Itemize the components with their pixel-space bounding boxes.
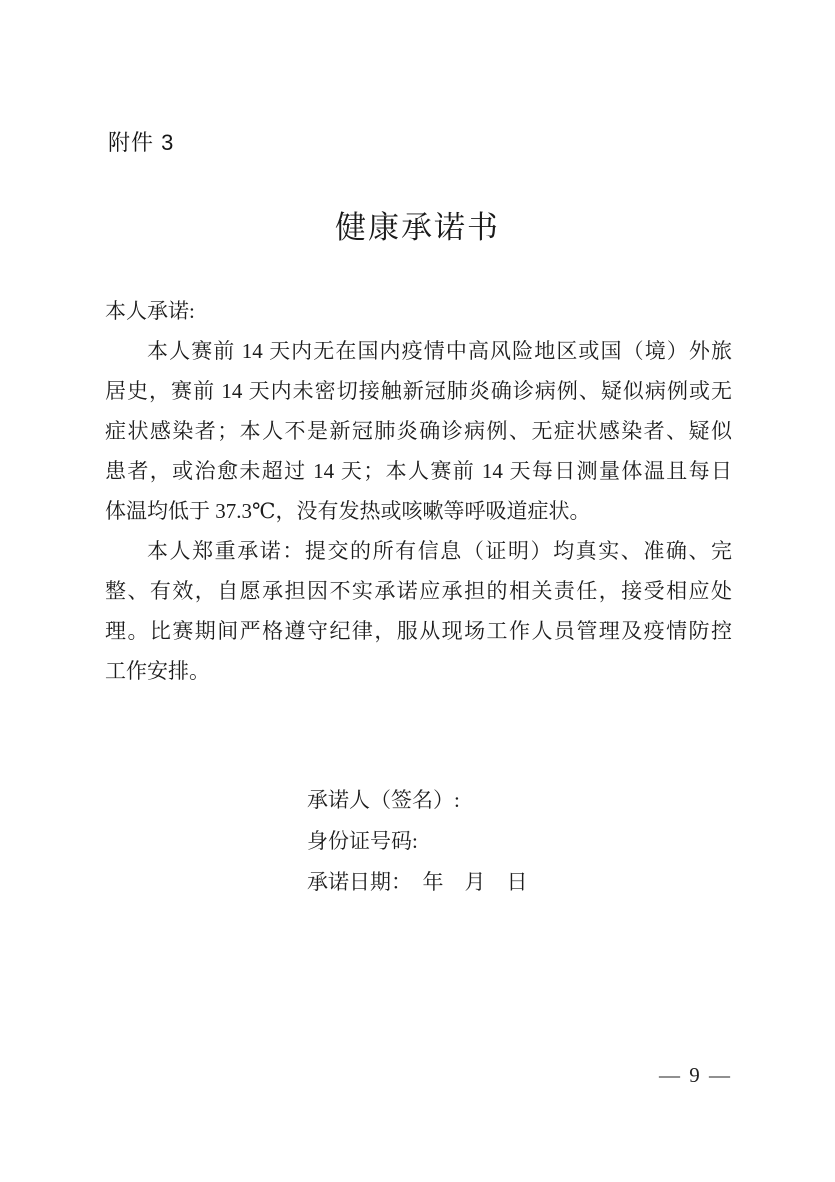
commitment-date-line: 承诺日期： 年 月 日	[307, 870, 528, 894]
body-line: 居史，赛前 14 天内未密切接触新冠肺炎确诊病例、疑似病例或无	[105, 379, 732, 403]
body-line: 症状感染者；本人不是新冠肺炎确诊病例、无症状感染者、疑似	[105, 419, 732, 443]
body-line: 本人承诺:	[105, 299, 195, 323]
signer-signature-line: 承诺人（签名）:	[307, 788, 460, 812]
body-line: 体温均低于 37.3℃，没有发热或咳嗽等呼吸道症状。	[105, 499, 591, 523]
body-line: 整、有效，自愿承担因不实承诺应承担的相关责任，接受相应处	[105, 579, 732, 603]
attachment-label: 附件 3	[108, 130, 175, 155]
signature-block	[307, 780, 528, 903]
body-line: 理。比赛期间严格遵守纪律，服从现场工作人员管理及疫情防控	[105, 619, 732, 643]
body-line: 患者，或治愈未超过 14 天；本人赛前 14 天每日测量体温且每日	[105, 459, 732, 483]
page-number: — 9 —	[659, 1063, 732, 1087]
body-line: 本人郑重承诺：提交的所有信息（证明）均真实、准确、完	[147, 539, 732, 563]
body-line: 工作安排。	[105, 659, 210, 683]
page-title: 健康承诺书	[335, 210, 500, 245]
id-number-line: 身份证号码:	[307, 829, 418, 853]
body-line: 本人赛前 14 天内无在国内疫情中高风险地区或国（境）外旅	[147, 339, 732, 363]
document-body	[105, 291, 732, 691]
